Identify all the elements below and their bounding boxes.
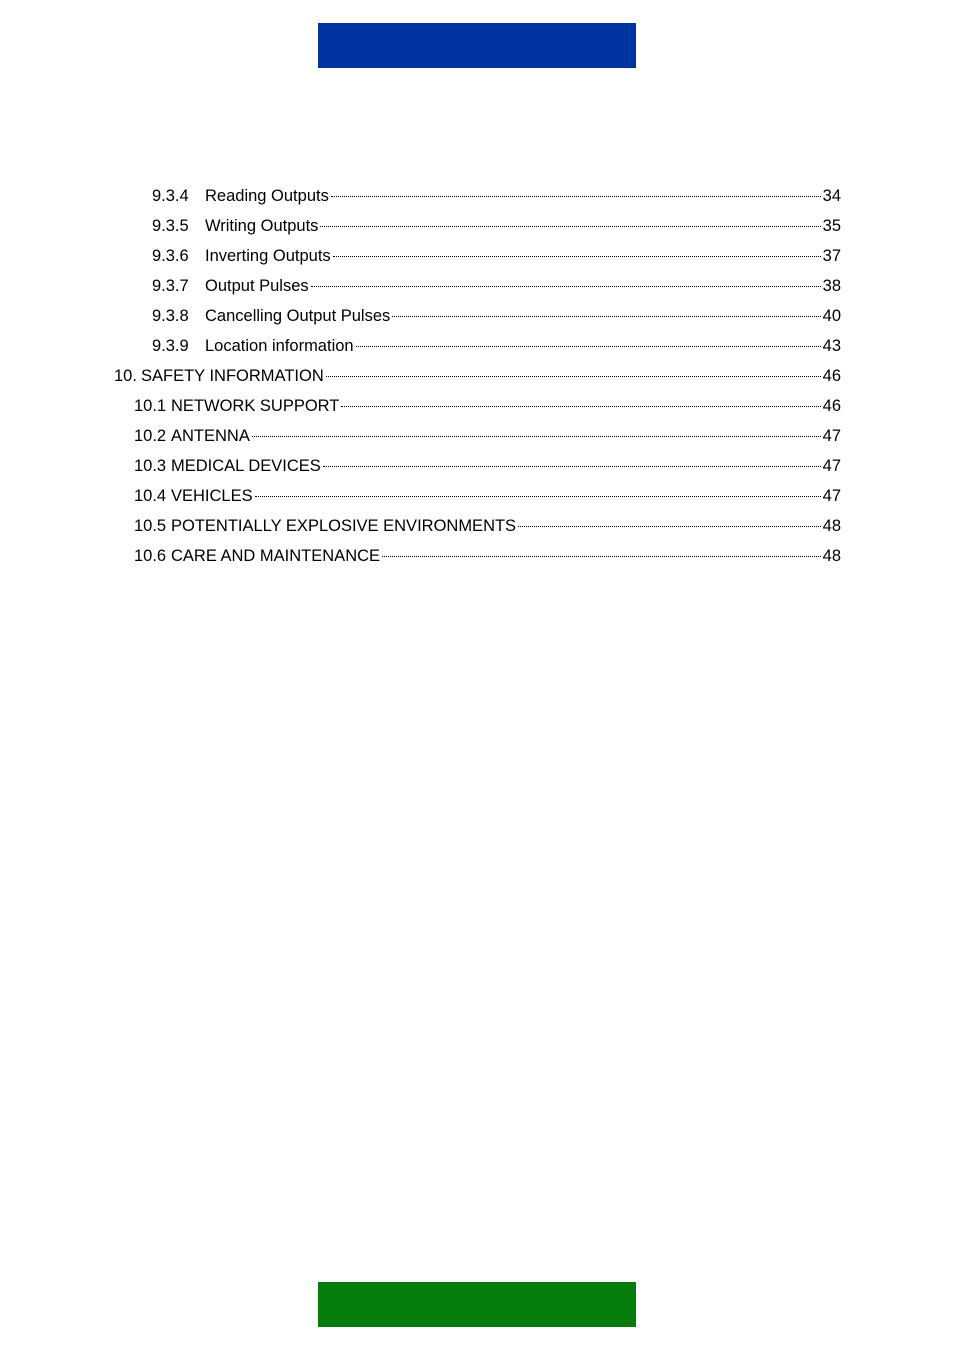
toc-entry-page: 47 — [822, 427, 841, 445]
toc-entry-page: 35 — [822, 217, 841, 235]
toc-entry[interactable] — [152, 179, 841, 205]
toc-entry-number: 10.6 — [134, 547, 167, 565]
toc-entry-page: 46 — [822, 397, 841, 415]
toc-entry-page: 38 — [822, 277, 841, 295]
toc-entry[interactable] — [134, 509, 841, 535]
toc-entry-page: 47 — [822, 487, 841, 505]
footer-color-bar — [318, 1282, 636, 1327]
toc-entry-title: Output Pulses — [205, 277, 309, 295]
toc-entry-title: SAFETY INFORMATION — [141, 367, 324, 385]
toc-entry[interactable] — [134, 389, 841, 415]
toc-dot-leader — [518, 509, 821, 531]
toc-entry-title: MEDICAL DEVICES — [171, 457, 321, 475]
toc-dot-leader — [320, 209, 820, 231]
toc-entry-title: ANTENNA — [171, 427, 250, 445]
toc-entry-page: 40 — [822, 307, 841, 325]
toc-dot-leader — [341, 389, 820, 411]
toc-entry-title: Reading Outputs — [205, 187, 329, 205]
toc-entry-number: 10.5 — [134, 517, 167, 535]
toc-entry-number: 9.3.6 — [152, 247, 189, 265]
toc-entry-page: 37 — [822, 247, 841, 265]
toc-entry[interactable] — [114, 359, 841, 385]
toc-dot-leader — [333, 239, 821, 261]
toc-entry-number: 10.4 — [134, 487, 167, 505]
toc-entry-page: 47 — [822, 457, 841, 475]
toc-entry-title: POTENTIALLY EXPLOSIVE ENVIRONMENTS — [171, 517, 517, 535]
toc-entry-number: 10.3 — [134, 457, 167, 475]
toc-dot-leader — [311, 269, 821, 291]
toc-entry[interactable] — [152, 209, 841, 235]
toc-entry[interactable] — [152, 299, 841, 325]
toc-dot-leader — [252, 419, 821, 441]
toc-dot-leader — [255, 479, 821, 501]
toc-entry[interactable] — [152, 329, 841, 355]
toc-entry[interactable] — [134, 539, 841, 565]
toc-entry[interactable] — [134, 449, 841, 475]
toc-entry-title: VEHICLES — [171, 487, 253, 505]
toc-dot-leader — [326, 359, 821, 381]
toc-entry[interactable] — [152, 239, 841, 265]
toc-entry-number: 10.1 — [134, 397, 167, 415]
toc-entry-page: 46 — [822, 367, 841, 385]
toc-entry-number: 9.3.4 — [152, 187, 189, 205]
toc-entry-title: NETWORK SUPPORT — [171, 397, 340, 415]
toc-entry-title: Cancelling Output Pulses — [205, 307, 391, 325]
toc-entry-page: 48 — [822, 547, 841, 565]
toc-entry-number: 10.2 — [134, 427, 167, 445]
toc-entry[interactable] — [134, 479, 841, 505]
toc-entry-title: CARE AND MAINTENANCE — [171, 547, 381, 565]
toc-dot-leader — [331, 179, 821, 201]
toc-entry-number: 9.3.5 — [152, 217, 189, 235]
toc-entry-number: 9.3.9 — [152, 337, 189, 355]
toc-entry-number: 10. — [114, 367, 137, 385]
toc-entry-page: 34 — [822, 187, 841, 205]
toc-entry-page: 43 — [822, 337, 841, 355]
toc-dot-leader — [382, 539, 821, 561]
header-color-bar — [318, 23, 636, 68]
toc-entry-title: Writing Outputs — [205, 217, 319, 235]
toc-entry-page: 48 — [822, 517, 841, 535]
toc-entry[interactable] — [152, 269, 841, 295]
toc-entry[interactable] — [134, 419, 841, 445]
toc-entry-title: Inverting Outputs — [205, 247, 331, 265]
toc-dot-leader — [392, 299, 820, 321]
toc-entry-number: 9.3.8 — [152, 307, 189, 325]
toc-dot-leader — [356, 329, 821, 351]
toc-entry-number: 9.3.7 — [152, 277, 189, 295]
toc-dot-leader — [323, 449, 821, 471]
toc-entry-title: Location information — [205, 337, 354, 355]
